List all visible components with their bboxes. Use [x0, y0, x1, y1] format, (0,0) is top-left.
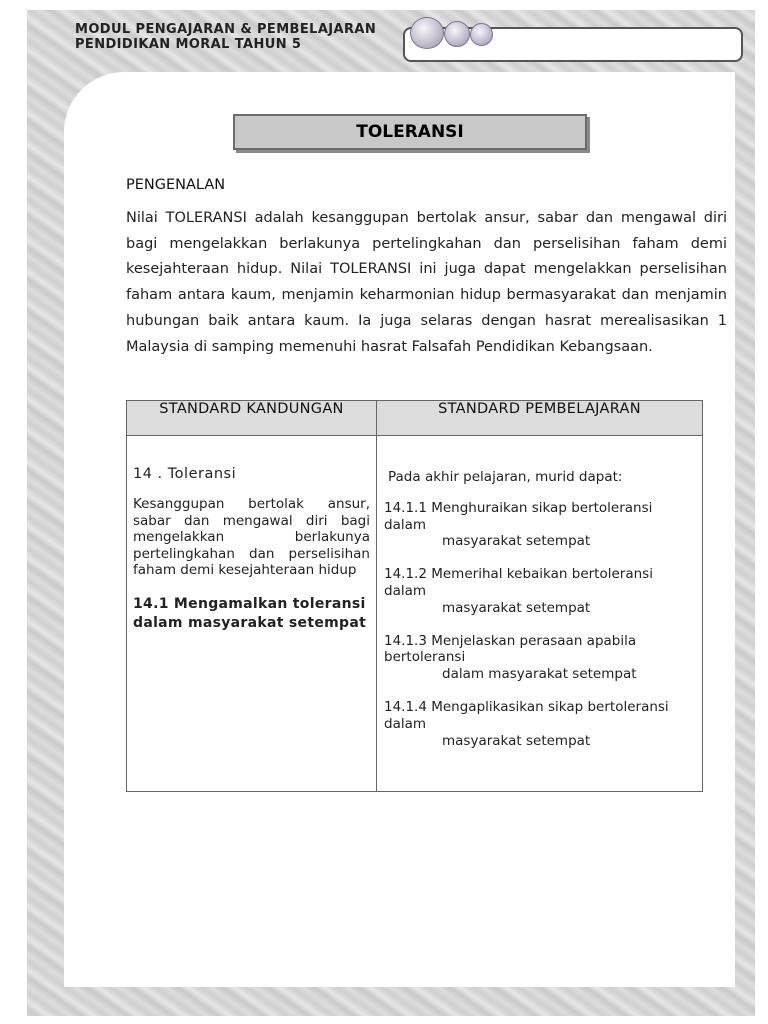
learning-item-text: 14.1.4 Mengaplikasikan sikap bertoleransi dalam — [384, 698, 669, 732]
learning-item-context: dalam masyarakat setempat — [442, 666, 637, 683]
learning-item — [384, 699, 696, 749]
learning-item-context: masyarakat setempat — [442, 533, 591, 550]
learning-item-text: 14.1.1 Menghuraikan sikap bertoleransi dalam — [384, 499, 653, 533]
header-standard-pembelajaran: STANDARD PEMBELAJARAN — [377, 401, 703, 436]
header-line-2: PENDIDIKAN MORAL TAHUN 5 — [75, 37, 302, 52]
learning-item — [384, 500, 696, 550]
decor-circle-large — [410, 17, 444, 49]
table-row — [127, 436, 703, 792]
learning-item-context: masyarakat setempat — [442, 599, 591, 616]
learning-item — [384, 566, 696, 616]
intro-paragraph: Nilai TOLERANSI adalah kesanggupan bertolak ansur, sabar dan mengawal diri bagi mengelakkan berlakunya pertelingkahan dan perselisihan faham demi kesejahteraan hidup. Nilai TOLERANSI ini juga dapat mengelakkan perselisihan faham antara kaum, menjamin keharmonian hidup bermasyarakat dan menjamin hubungan baik antara kaum. Ia juga selaras dengan hasrat merealisasikan 1 Malaysia di samping memenuhi hasrat Falsafah Pendidikan Kebangsaan. — [126, 210, 727, 355]
intro-heading: PENGENALAN — [126, 177, 226, 193]
page-title: TOLERANSI — [233, 114, 587, 150]
header-standard-kandungan: STANDARD KANDUNGAN — [127, 401, 377, 436]
learning-item-text: 14.1.2 Memerihal kebaikan bertoleransi dalam — [384, 566, 653, 599]
header-line-1: MODUL PENGAJARAN & PEMBELAJARAN — [75, 22, 377, 37]
standards-table — [126, 400, 703, 792]
topic-title: 14 . Toleransi — [133, 466, 237, 482]
topic-description: Kesanggupan bertolak ansur, sabar dan mengawal diri bagi mengelakkan berlakunya pertelingkahan dan perselisihan faham demi kesejahteraan hidup — [133, 496, 370, 578]
module-header — [75, 22, 376, 52]
learning-item-text: 14.1.3 Menjelaskan perasaan apabila bertoleransi — [384, 632, 637, 666]
decor-circle-small — [470, 23, 493, 46]
decor-circle-medium — [444, 21, 470, 47]
learning-item-context: masyarakat setempat — [442, 732, 591, 749]
table-header-row — [127, 401, 703, 436]
content-standard: 14.1 Mengamalkan toleransi dalam masyarakat setempat — [133, 595, 367, 631]
learning-item — [384, 633, 696, 683]
kandungan-cell — [127, 436, 377, 792]
pembelajaran-cell — [377, 436, 703, 792]
learning-lead: Pada akhir pelajaran, murid dapat: — [388, 469, 623, 485]
